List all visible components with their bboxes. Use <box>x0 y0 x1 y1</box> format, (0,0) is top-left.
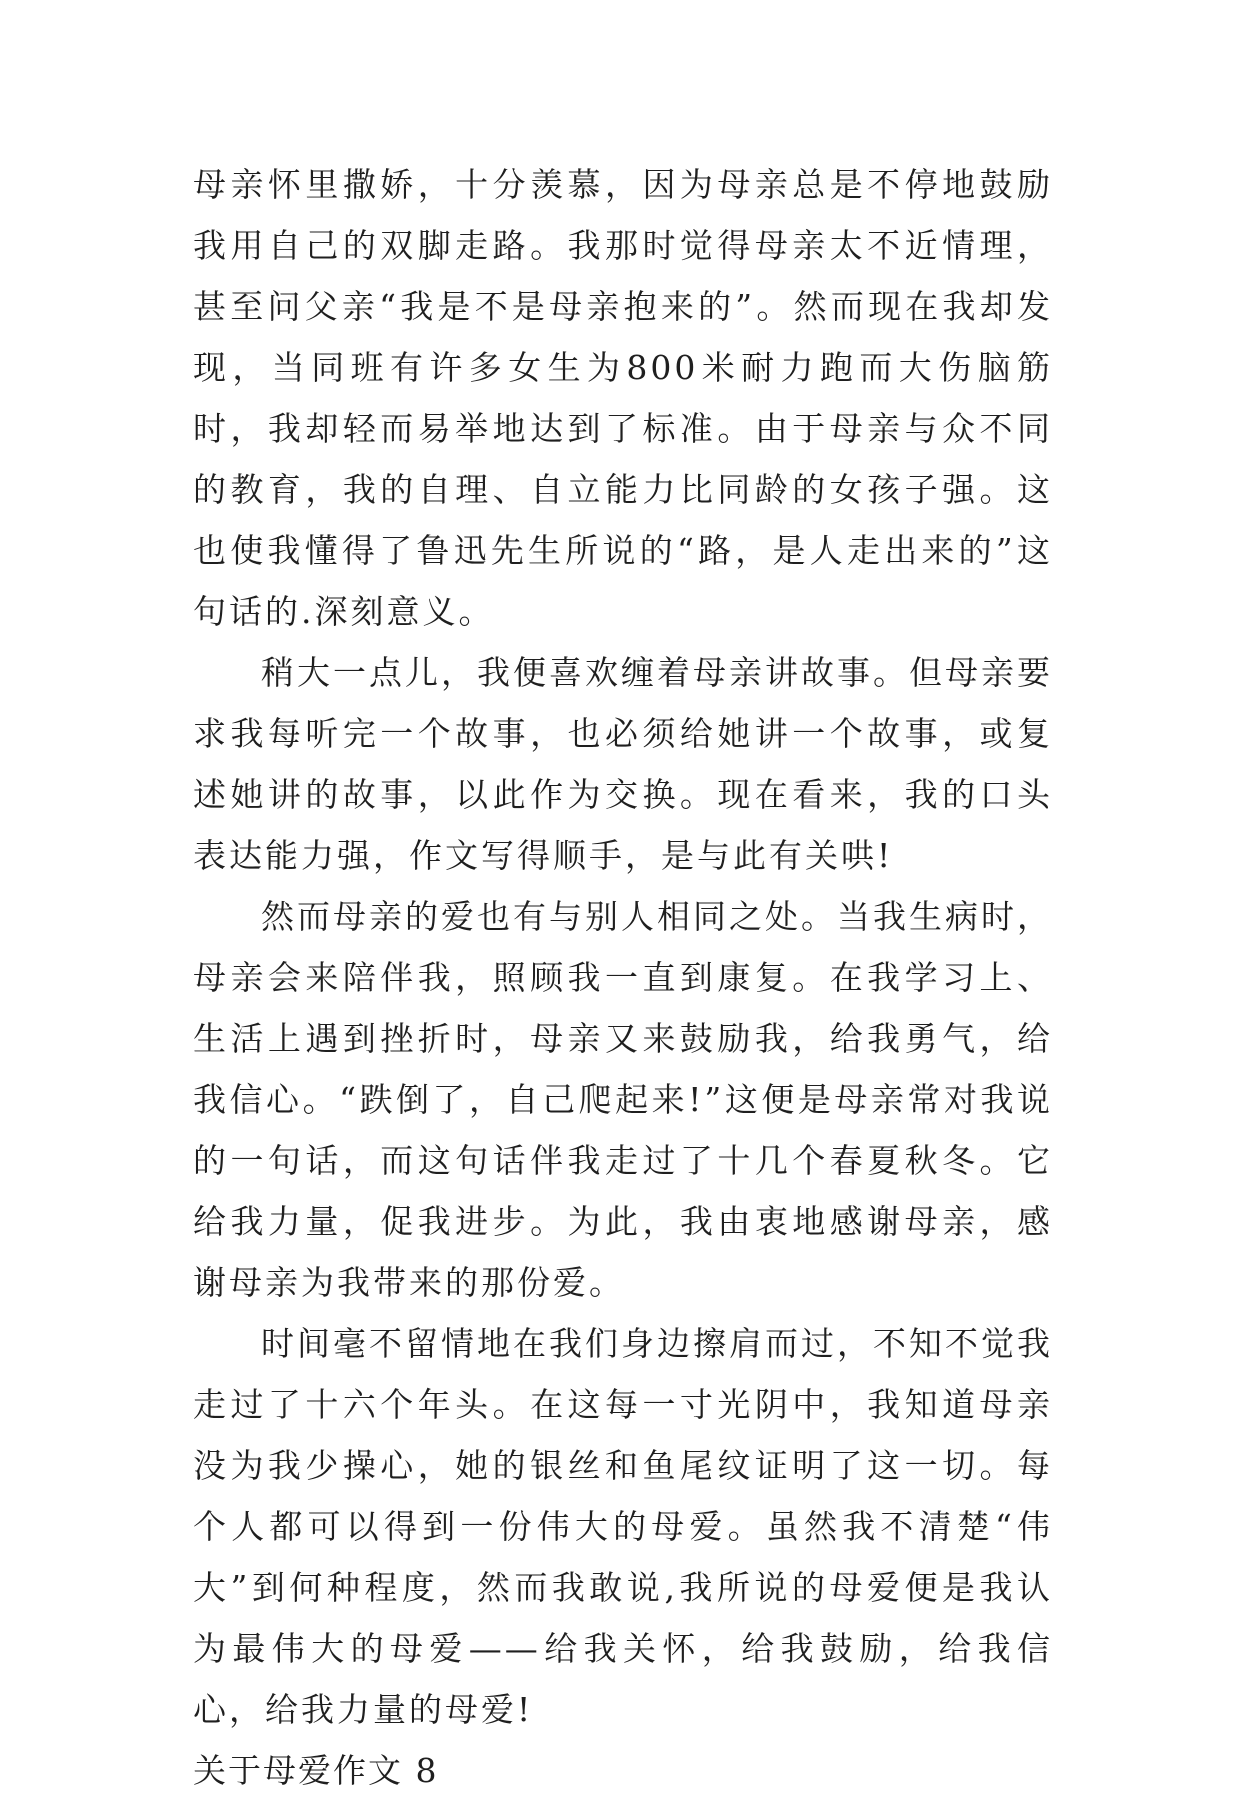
paragraph-1: 母亲怀里撒娇，十分羡慕，因为母亲总是不停地鼓励我用自己的双脚走路。我那时觉得母亲太不近情理，甚至问父亲“我是不是母亲抱来的”。然而现在我却发现，当同班有许多女生为800米耐力跑而大伤脑筋时，我却轻而易举地达到了标准。由于母亲与众不同的教育，我的自理、自立能力比同龄的女孩子强。这也使我懂得了鲁迅先生所说的“路，是人走出来的”这句话的.深刻意义。 <box>193 165 1053 631</box>
document-body <box>193 154 1053 1801</box>
paragraph-3: 然而母亲的爱也有与别人相同之处。当我生病时，母亲会来陪伴我，照顾我一直到康复。在我学习上、生活上遇到挫折时，母亲又来鼓励我，给我勇气，给我信心。“跌倒了，自己爬起来!”这便是母亲常对我说的一句话，而这句话伴我走过了十几个春夏秋冬。它给我力量，促我进步。为此，我由衷地感谢母亲，感谢母亲为我带来的那份爱。 <box>193 897 1053 1302</box>
paragraph-2: 稍大一点儿，我便喜欢缠着母亲讲故事。但母亲要求我每听完一个故事，也必须给她讲一个故事，或复述她讲的故事，以此作为交换。现在看来，我的口头表达能力强，作文写得顺手，是与此有关哄! <box>193 653 1053 875</box>
paragraph-4: 时间毫不留情地在我们身边擦肩而过，不知不觉我走过了十六个年头。在这每一寸光阴中，我知道母亲没为我少操心，她的银丝和鱼尾纹证明了这一切。每个人都可以得到一份伟大的母爱。虽然我不清楚“伟大”到何种程度，然而我敢说,我所说的母爱便是我认为最伟大的母爱——给我关怀，给我鼓励，给我信心，给我力量的母爱! <box>193 1324 1053 1729</box>
section-heading: 关于母爱作文 8 <box>193 1751 439 1790</box>
